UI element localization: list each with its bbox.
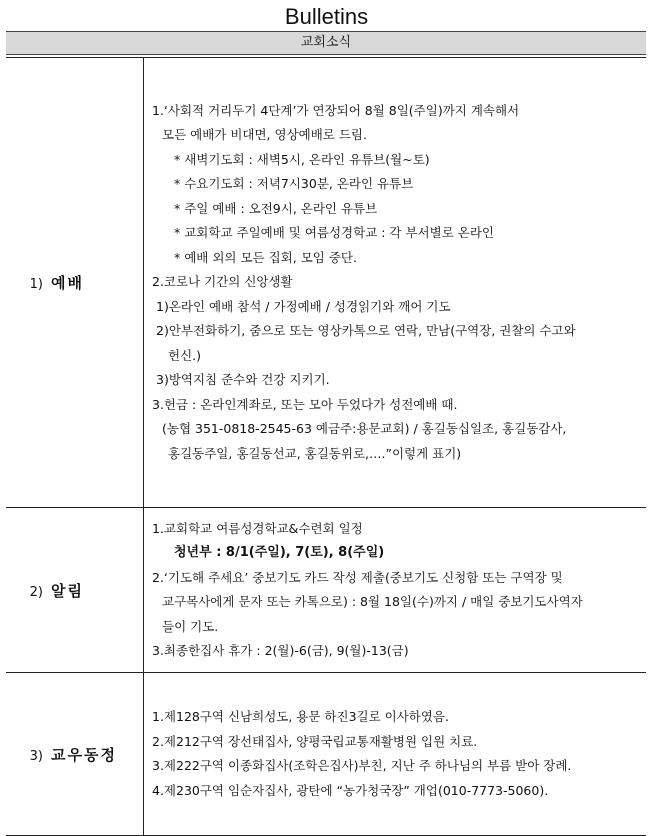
row-label xyxy=(6,673,144,836)
list-item: 헌신.) xyxy=(168,347,202,363)
list-item: 3.최종한집사 휴가 : 2(월)-6(금), 9(월)-13(금) xyxy=(152,643,409,658)
list-item: 모든 예배가 비대면, 영상예배로 드림. xyxy=(162,127,367,143)
list-item: 3.헌금 : 온라인계좌로, 또는 모아 두었다가 성전예배 때. xyxy=(152,396,458,412)
list-item: 3)방역지침 준수와 건강 지키기. xyxy=(156,372,330,388)
list-item: 2.코로나 기간의 신앙생활 xyxy=(152,274,293,290)
list-item: 교구목사에게 문자 또는 카톡으로) : 8월 18일(수)까지 / 매일 중보기도사역자 xyxy=(162,594,583,609)
row-content xyxy=(144,508,647,673)
list-item: 청년부 : 8/1(주일), 7(토), 8(주일) xyxy=(174,545,385,560)
page-title: Bulletins xyxy=(284,4,369,29)
list-item: * 수요기도회 : 저녁7시30분, 온라인 유튜브 xyxy=(174,176,414,192)
row-content xyxy=(144,58,647,508)
row-label xyxy=(6,508,144,673)
list-item: * 새벽기도회 : 새벽5시, 온라인 유튜브(월~토) xyxy=(174,151,430,167)
row-number: 3) xyxy=(29,748,43,764)
row-number: 2) xyxy=(29,584,43,600)
row-title: 예배 xyxy=(51,274,84,292)
section-header: 교회소식 xyxy=(6,31,646,55)
list-item: 들이 기도. xyxy=(162,618,219,634)
list-item: 1.제128구역 신남희성도, 용문 하진3길로 이사하였음. xyxy=(152,709,450,724)
list-item: 2)안부전화하기, 줌으로 또는 영상카톡으로 연락, 만남(구역장, 권찰의 수고와 xyxy=(156,323,576,339)
bulletin-table xyxy=(6,57,646,836)
list-item: * 교회학교 주일예배 및 여름성경학교 : 각 부서별로 온라인 xyxy=(174,225,494,241)
row-content xyxy=(144,673,647,836)
list-item: * 예배 외의 모든 집회, 모임 중단. xyxy=(174,249,357,265)
list-item: 홍길동주일, 홍길동선교, 홍길동위로,….”이렇게 표기) xyxy=(168,445,462,461)
list-item: 4.제230구역 임순자집사, 광탄에 “농가청국장” 개업(010-7773-5060). xyxy=(152,782,549,798)
list-item: 2.‘기도해 주세요’ 중보기도 카드 작성 제출(중보기도 신청함 또는 구역장 및 xyxy=(152,569,563,585)
list-item: * 주일 예배 : 오전9시, 온라인 유튜브 xyxy=(174,200,378,216)
list-item: 1.‘사회적 거리두기 4단계’가 연장되어 8월 8일(주일)까지 계속해서 xyxy=(152,102,520,118)
list-item: 3.제222구역 이종화집사(조학은집사)부친, 지난 주 하나님의 부름 받아 장례. xyxy=(152,758,572,773)
list-item: 1)온라인 예배 참석 / 가정예배 / 성경읽기와 깨어 기도 xyxy=(156,298,451,314)
row-title: 교우동정 xyxy=(51,745,117,764)
list-item: 1.교회학교 여름성경학교&수련회 일정 xyxy=(152,520,363,536)
row-title: 알림 xyxy=(51,581,84,600)
row-number: 1) xyxy=(29,277,43,292)
list-item: 2.제212구역 장선태집사, 양평국립교통재활병원 입원 치료. xyxy=(152,733,478,749)
table-row xyxy=(6,58,646,508)
list-item: (농협 351-0818-2545-63 예금주:용문교회) / 홍길동십일조, 홍길동감사, xyxy=(162,421,567,437)
table-row xyxy=(6,673,646,836)
row-label xyxy=(6,58,144,508)
table-row xyxy=(6,508,646,673)
